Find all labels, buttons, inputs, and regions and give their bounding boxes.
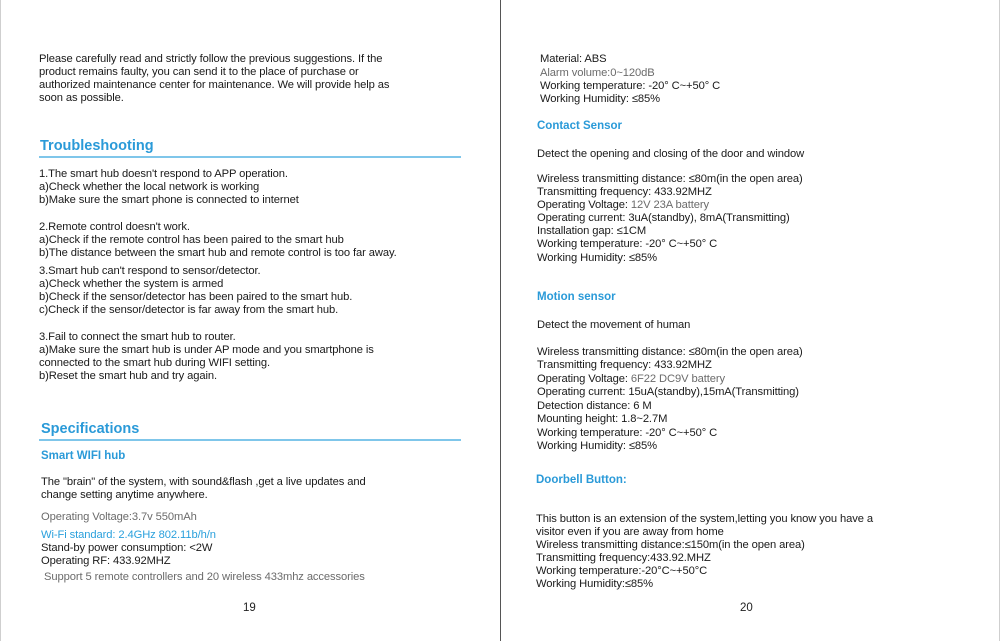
issue-line: 2.Remote control doesn't work. <box>39 221 190 233</box>
page-number: 19 <box>243 602 256 614</box>
issue-line: b)Check if the sensor/detector has been paired to the smart hub. <box>39 291 353 303</box>
motion-spec: Transmitting frequency: 433.92MHZ <box>537 359 712 371</box>
motion-voltage-label: Operating Voltage: <box>537 373 631 385</box>
motion-spec: Wireless transmitting distance: ≤80m(in the open area) <box>537 346 803 358</box>
troubleshooting-heading: Troubleshooting <box>40 138 154 154</box>
intro-line: Please carefully read and strictly follow the previous suggestions. If the <box>39 53 383 65</box>
hub-support: Support 5 remote controllers and 20 wireless 433mhz accessories <box>44 571 365 583</box>
siren-temperature: Working temperature: -20° C~+50° C <box>540 80 721 92</box>
motion-spec: Detection distance: 6 M <box>537 400 652 412</box>
motion-spec: Operating current: 15uA(standby),15mA(Transmitting) <box>537 386 799 398</box>
contact-spec: Transmitting frequency: 433.92MHZ <box>537 186 712 198</box>
contact-description: Detect the opening and closing of the door and window <box>537 148 805 160</box>
hub-operating-rf: Operating RF: 433.92MHZ <box>41 555 171 567</box>
contact-voltage <box>537 199 709 212</box>
contact-voltage-value: 12V 23A battery <box>630 199 710 211</box>
issue-line: a)Check whether the local network is working <box>39 181 260 193</box>
hub-wifi-standard: Wi-Fi standard: 2.4GHz 802.11b/h/n <box>41 529 216 541</box>
hub-voltage: Operating Voltage:3.7v 550mAh <box>41 511 197 523</box>
issue-line: 3.Fail to connect the smart hub to router. <box>39 331 236 343</box>
intro-line: authorized maintenance center for maintenance. We will provide help as <box>39 79 390 91</box>
hub-description: change setting anytime anywhere. <box>41 489 208 501</box>
contact-sensor-heading: Contact Sensor <box>537 120 622 132</box>
issue-line: b)Reset the smart hub and try again. <box>39 370 217 382</box>
issue-line: 3.Smart hub can't respond to sensor/detector. <box>39 265 261 277</box>
motion-spec: Mounting height: 1.8~2.7M <box>537 413 668 425</box>
doorbell-spec: Working Humidity:≤85% <box>536 578 653 590</box>
doorbell-heading: Doorbell Button: <box>536 474 627 486</box>
section-rule <box>39 156 461 158</box>
motion-spec: Working Humidity: ≤85% <box>537 440 657 452</box>
contact-spec: Working temperature: -20° C~+50° C <box>537 238 718 250</box>
siren-alarm-volume: Alarm volume:0~120dB <box>540 67 655 79</box>
wifi-hub-heading: Smart WIFI hub <box>41 450 126 462</box>
issue-line: a)Check if the remote control has been paired to the smart hub <box>39 234 344 246</box>
doorbell-spec: Transmitting frequency:433.92.MHZ <box>536 552 711 564</box>
contact-spec: Wireless transmitting distance: ≤80m(in the open area) <box>537 173 803 185</box>
intro-line: product remains faulty, you can send it to the place of purchase or <box>39 66 359 78</box>
doorbell-spec: This button is an extension of the system,letting you know you have a <box>536 513 874 525</box>
motion-sensor-heading: Motion sensor <box>537 291 616 303</box>
hub-description: The "brain" of the system, with sound&flash ,get a live updates and <box>41 476 366 488</box>
issue-line: c)Check if the sensor/detector is far away from the smart hub. <box>39 304 339 316</box>
siren-humidity: Working Humidity: ≤85% <box>540 93 660 105</box>
issue-line: a)Make sure the smart hub is under AP mode and you smartphone is <box>39 344 374 356</box>
contact-spec: Installation gap: ≤1CM <box>537 225 647 237</box>
contact-voltage-label: Operating Voltage: <box>537 199 631 211</box>
issue-line: connected to the smart hub during WIFI setting. <box>39 357 270 369</box>
intro-line: soon as possible. <box>39 92 124 104</box>
hub-standby-power: Stand-by power consumption: <2W <box>41 542 213 554</box>
doorbell-spec: Working temperature:-20°C~+50°C <box>536 565 708 577</box>
motion-spec: Working temperature: -20° C~+50° C <box>537 427 718 439</box>
siren-material: Material: ABS <box>540 53 607 65</box>
contact-spec: Working Humidity: ≤85% <box>537 252 657 264</box>
issue-line: a)Check whether the system is armed <box>39 278 224 290</box>
issue-line: b)The distance between the smart hub and remote control is too far away. <box>39 247 397 259</box>
doorbell-spec: Wireless transmitting distance:≤150m(in the open area) <box>536 539 805 551</box>
specifications-heading: Specifications <box>41 421 140 437</box>
motion-description: Detect the movement of human <box>537 319 691 331</box>
issue-line: b)Make sure the smart phone is connected to internet <box>39 194 299 206</box>
manual-page-right <box>501 0 1000 641</box>
doorbell-spec: visitor even if you are away from home <box>536 526 724 538</box>
motion-voltage <box>537 373 725 386</box>
section-rule <box>39 439 461 441</box>
issue-line: 1.The smart hub doesn't respond to APP operation. <box>39 168 288 180</box>
page-number: 20 <box>740 602 753 614</box>
contact-spec: Operating current: 3uA(standby), 8mA(Transmitting) <box>537 212 790 224</box>
motion-voltage-value: 6F22 DC9V battery <box>630 373 725 385</box>
